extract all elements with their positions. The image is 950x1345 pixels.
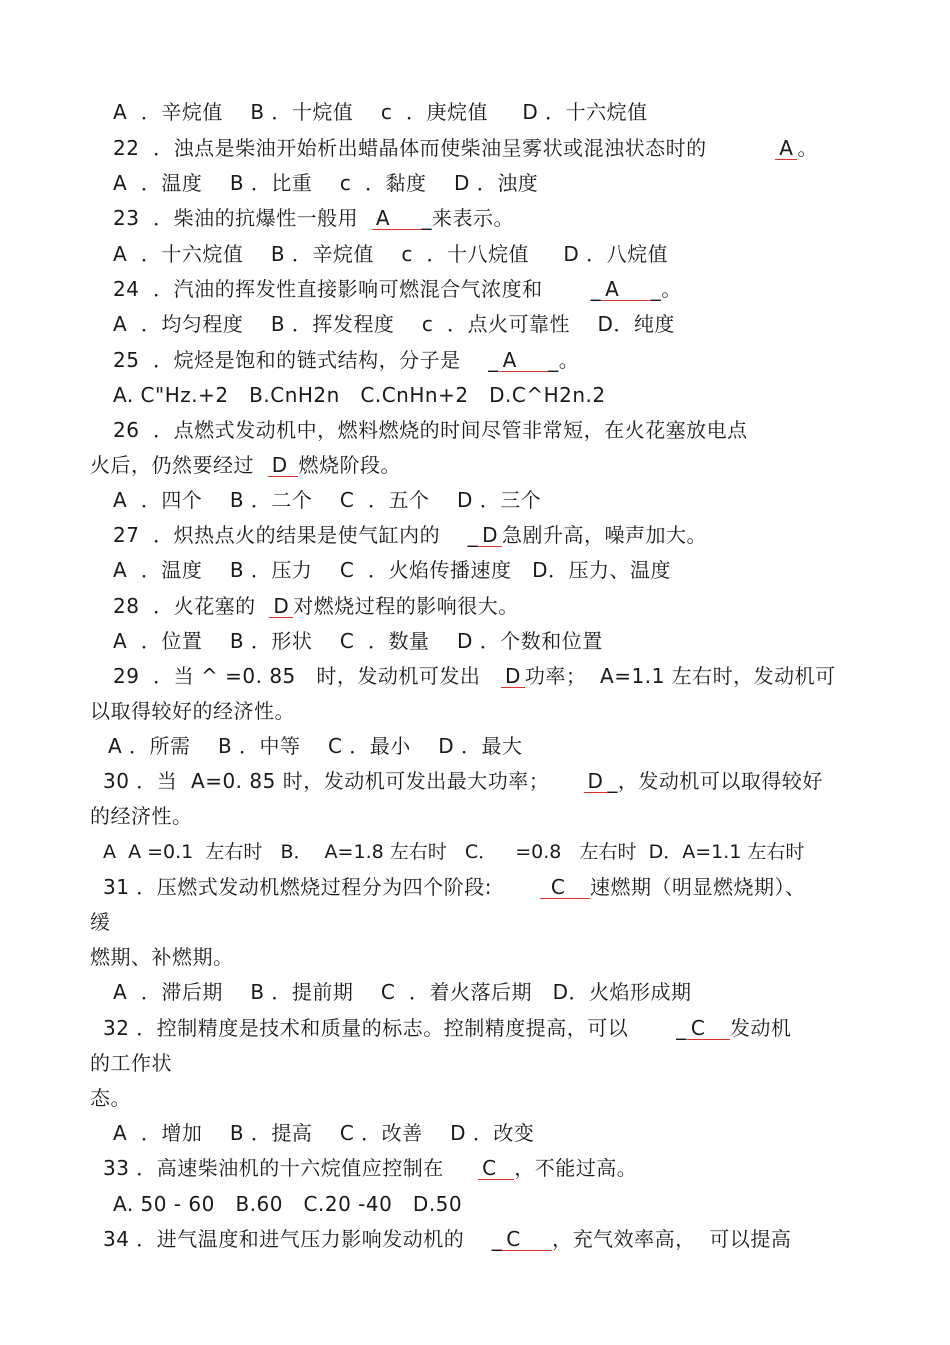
question-line: 28 ．火花塞的 D 对燃烧过程的影响很大。 <box>113 594 519 618</box>
question-line: 22 ．浊点是柴油开始析出蜡晶体而使柴油呈雾状或混浊状态时的 A 。 <box>113 136 818 160</box>
question-line-cont: 态。 <box>90 1086 131 1110</box>
answer-blank: D <box>268 454 299 477</box>
question-line: 34 ．进气温度和进气压力影响发动机的 _ C ，充气效率高， 可以提高 <box>103 1227 792 1251</box>
options-line: A. C"Hz.+2 B.CnH2n C.CnHn+2 D.C^H2n.2 <box>113 383 606 407</box>
answer-blank: C <box>540 876 590 899</box>
answer-blank: A <box>601 278 651 301</box>
text-line: A ．辛烷值 B ．十烷值 c ．庚烷值 D ．十六烷值 <box>113 100 648 124</box>
answer-blank: D <box>269 595 293 618</box>
question-line: 24 ．汽油的挥发性直接影响可燃混合气浓度和 _ A _。 <box>113 277 682 301</box>
options-line: A ．增加 B ．提高 C ．改善 D ．改变 <box>113 1121 535 1145</box>
question-line-cont: 火后，仍然要经过 D 燃烧阶段。 <box>90 453 401 477</box>
question-line: 33 ．高速柴油机的十六烷值应控制在 C ，不能过高。 <box>103 1156 638 1180</box>
question-line: 32 ．控制精度是技术和质量的标志。控制精度提高，可以 _ C 发动机 <box>103 1016 792 1040</box>
options-line: A ．十六烷值 B ．辛烷值 c ．十八烷值 D ．八烷值 <box>113 242 669 266</box>
question-line-cont: 以取得较好的经济性。 <box>90 699 295 723</box>
question-line: 30 ．当 A=0. 85 时，发动机可发出最大功率； D _，发动机可以取得较好 <box>103 769 823 793</box>
answer-blank: A <box>372 207 422 230</box>
options-line: A ．滞后期 B ．提前期 C ．着火落后期 D．火焰形成期 <box>113 980 692 1004</box>
options-line: A A =0.1 左右时 B． A=1.8 左右时 C． =0.8 左右时 D．A=1.1 左右时 <box>103 841 805 863</box>
answer-blank: C <box>687 1017 730 1040</box>
question-line-cont: 缓 <box>90 910 111 934</box>
question-line: 25 ．烷烃是饱和的链式结构，分子是 _ A _。 <box>113 348 580 372</box>
question-line-cont: 燃期、补燃期。 <box>90 945 234 969</box>
answer-blank: A <box>775 137 797 160</box>
options-line: A ．均匀程度 B ．挥发程度 c ．点火可靠性 D．纯度 <box>113 312 675 336</box>
question-line: 31 ．压燃式发动机燃烧过程分为四个阶段: C 速燃期（明显燃烧期）、 <box>103 875 806 899</box>
question-line-cont: 的工作状 <box>90 1051 172 1075</box>
answer-blank: D <box>584 770 608 793</box>
question-line-cont: 的经济性。 <box>90 804 193 828</box>
answer-blank: D <box>478 524 502 547</box>
answer-blank: C <box>502 1228 552 1251</box>
question-line: 29 ．当 ^ =0. 85 时，发动机可发出 D 功率； A=1.1 左右时，发动机可 <box>113 664 836 688</box>
options-line: A. 50 - 60 B.60 C.20 -40 D.50 <box>113 1192 463 1216</box>
options-line: A ．位置 B ．形状 C ．数量 D ．个数和位置 <box>113 629 603 653</box>
answer-blank: D <box>501 665 525 688</box>
question-line: 26 ．点燃式发动机中，燃料燃烧的时间尽管非常短，在火花塞放电点 <box>113 418 748 442</box>
options-line: A ．四个 B ．二个 C ．五个 D ．三个 <box>113 488 542 512</box>
question-line: 23 ．柴油的抗爆性一般用 A _来表示。 <box>113 206 515 230</box>
options-line: A ．所需 B ．中等 C ．最小 D ．最大 <box>108 734 523 758</box>
answer-blank: A <box>499 349 549 372</box>
answer-blank: C <box>478 1157 514 1180</box>
options-line: A ．温度 B ．压力 C ．火焰传播速度 D．压力、温度 <box>113 558 671 582</box>
options-line: A ．温度 B ．比重 c ．黏度 D ．浊度 <box>113 171 539 195</box>
question-line: 27 ．炽热点火的结果是使气缸内的 _ D 急剧升高，噪声加大。 <box>113 523 707 547</box>
